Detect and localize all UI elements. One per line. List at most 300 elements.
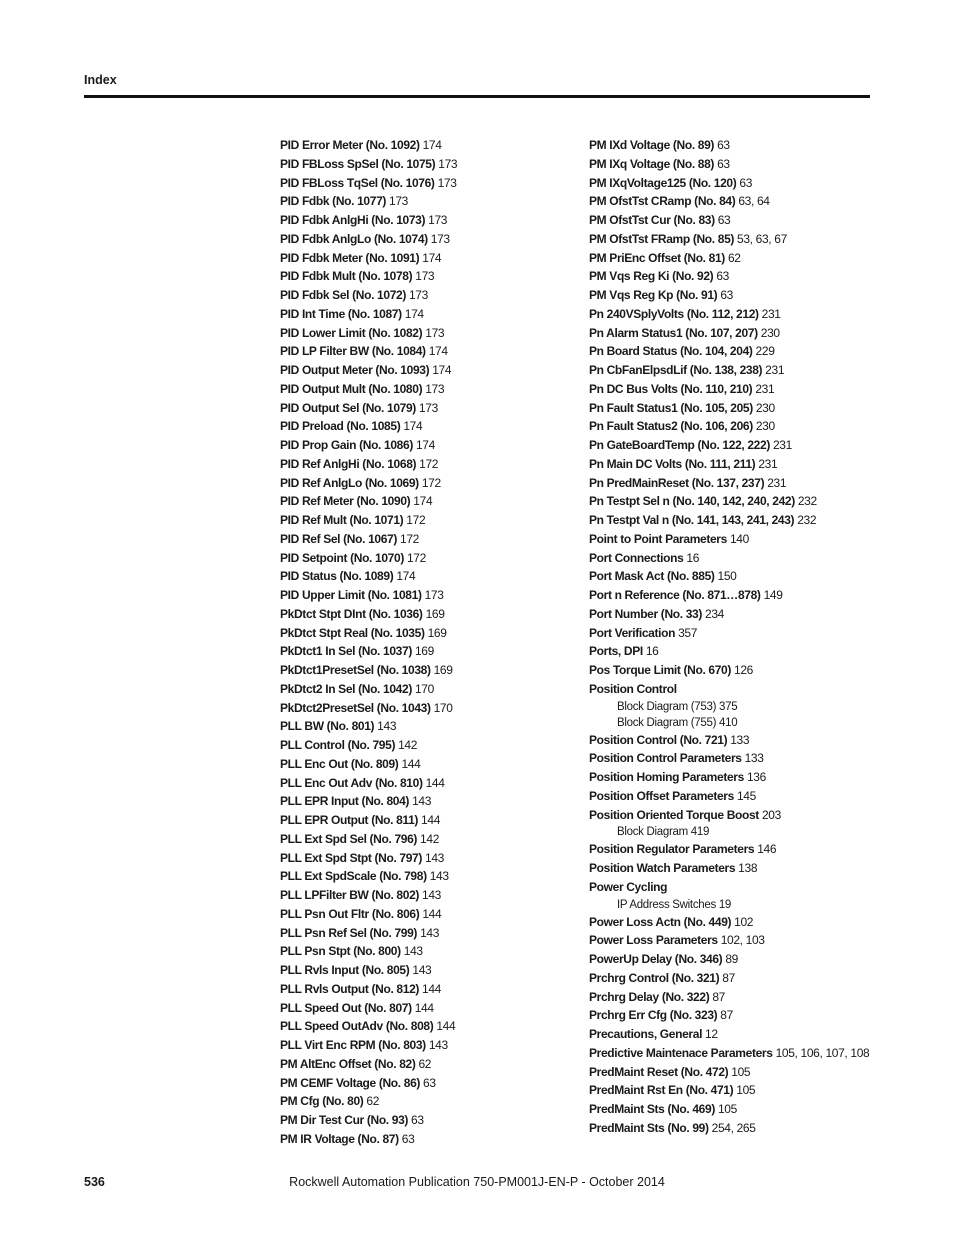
index-entry (280, 455, 580, 474)
index-term: PID Int Time (No. 1087) (280, 306, 402, 321)
index-entry (589, 680, 889, 699)
index-term: PM AltEnc Offset (No. 82) (280, 1056, 416, 1071)
index-entry (589, 1100, 889, 1119)
index-page-refs: 173 (425, 381, 445, 396)
index-page-refs: 144 (414, 1000, 434, 1015)
index-term: Position Watch Parameters (589, 861, 736, 875)
index-page-refs: 133 (730, 732, 750, 747)
index-page-refs: 105 (717, 1102, 737, 1116)
index-entry (280, 549, 580, 568)
index-page-refs: 231 (761, 306, 781, 321)
index-term: PM OfstTst FRamp (No. 85) (589, 231, 735, 246)
index-page-refs: 146 (757, 842, 777, 857)
index-page-refs: 150 (717, 569, 737, 584)
index-term: PLL Enc Out Adv (No. 810) (280, 775, 423, 790)
index-term: PLL EPR Output (No. 811) (280, 813, 419, 827)
index-term: PID Ref Meter (No. 1090) (280, 494, 411, 509)
index-term: PM IXq Voltage (No. 88) (589, 156, 715, 171)
index-page-refs: 230 (755, 419, 775, 434)
index-entry (589, 859, 889, 878)
index-page-refs: 174 (396, 569, 416, 584)
index-entry (589, 436, 889, 455)
index-page-refs: 89 (725, 952, 738, 966)
index-term: PredMaint Reset (No. 472) (589, 1064, 729, 1079)
index-page-refs: 173 (437, 175, 457, 190)
index-term: PredMaint Sts (No. 469) (589, 1102, 715, 1116)
index-term: PredMaint Sts (No. 99) (589, 1120, 709, 1135)
index-term: PM IXd Voltage (No. 89) (589, 138, 715, 152)
index-term: Port n Reference (No. 871…878) (589, 588, 761, 602)
index-page-refs: 105, 106, 107, 108 (775, 1045, 870, 1060)
index-entry (589, 249, 889, 268)
index-entry (589, 342, 889, 361)
index-entry (589, 878, 889, 897)
index-page-refs: 140 (729, 531, 749, 546)
index-page-refs: 172 (406, 513, 426, 527)
index-entry (589, 969, 889, 988)
index-term: PID Setpoint (No. 1070) (280, 550, 404, 565)
index-entry (589, 731, 889, 750)
index-term: PkDtct2PresetSel (No. 1043) (280, 700, 431, 715)
index-term: PLL EPR Input (No. 804) (280, 794, 410, 809)
index-page-refs: 172 (421, 475, 441, 490)
index-page-refs: 143 (420, 925, 440, 940)
index-entry (589, 230, 889, 249)
index-page-refs: 231 (772, 438, 792, 452)
index-page-refs: 53, 63, 67 (737, 231, 787, 246)
index-page-refs: 170 (433, 700, 453, 715)
index-page-refs: 133 (744, 751, 764, 766)
index-entry (589, 380, 889, 399)
index-term: Position Offset Parameters (589, 788, 734, 803)
index-entry (589, 549, 889, 568)
index-term: Port Verification (589, 625, 676, 640)
index-term: PID Prop Gain (No. 1086) (280, 438, 413, 452)
index-page-refs: 143 (425, 850, 444, 865)
index-entry (280, 905, 580, 924)
index-page-refs: 149 (763, 588, 783, 602)
index-page-refs: 126 (734, 663, 753, 677)
index-page-refs: 143 (412, 794, 432, 809)
index-term: PLL Enc Out (No. 809) (280, 756, 399, 771)
index-entry (280, 136, 580, 155)
index-entry (280, 305, 580, 324)
index-term: Position Control (No. 721) (589, 732, 728, 747)
index-term: PID Ref Sel (No. 1067) (280, 531, 398, 546)
index-page-refs: 173 (425, 325, 445, 340)
index-term: PLL Virt Enc RPM (No. 803) (280, 1038, 426, 1052)
index-term: PID Fdbk AnlgLo (No. 1074) (280, 231, 428, 246)
index-page-refs: 231 (767, 475, 787, 490)
index-term: PLL Speed OutAdv (No. 808) (280, 1019, 434, 1034)
index-entry (280, 211, 580, 230)
index-page-refs: 63 (716, 269, 729, 284)
index-entry (589, 913, 889, 932)
index-term: PkDtct1PresetSel (No. 1038) (280, 663, 431, 677)
index-entry (589, 361, 889, 380)
index-term: PID Upper Limit (No. 1081) (280, 588, 422, 602)
index-page-refs: 16 (645, 644, 659, 659)
index-page-refs: 143 (412, 963, 432, 977)
index-term: PLL BW (No. 801) (280, 719, 375, 734)
index-term: Point to Point Parameters (589, 531, 727, 546)
index-page-refs: 173 (415, 269, 435, 284)
index-term: PID Fdbk (No. 1077) (280, 194, 387, 209)
index-term: Pn Testpt Sel n (No. 140, 142, 240, 242) (589, 494, 795, 509)
index-entry (280, 849, 580, 868)
index-entry (280, 399, 580, 418)
index-entry (589, 174, 889, 193)
index-page-refs: 169 (425, 606, 445, 621)
index-page-refs: 172 (419, 456, 439, 471)
index-column-left (280, 136, 580, 1149)
index-page-refs: 231 (765, 363, 785, 377)
index-entry (280, 530, 580, 549)
index-term: PkDtct Stpt DInt (No. 1036) (280, 606, 423, 621)
index-term: PM OfstTst Cur (No. 83) (589, 213, 715, 227)
index-page-refs: 231 (758, 456, 778, 471)
index-page-refs: 173 (418, 400, 438, 415)
index-page-refs: 144 (401, 756, 421, 771)
index-term: Pn Board Status (No. 104, 204) (589, 344, 753, 359)
index-entry (589, 455, 889, 474)
index-term: PM IXqVoltage125 (No. 120) (589, 175, 737, 190)
index-entry (280, 699, 580, 718)
index-term: Pn Fault Status2 (No. 106, 206) (589, 419, 753, 434)
index-entry (589, 324, 889, 343)
index-page-refs: 63 (717, 156, 730, 171)
index-entry (589, 286, 889, 305)
index-column-right (589, 136, 889, 1138)
section-title: Index (84, 73, 117, 87)
index-entry (589, 1063, 889, 1082)
index-term: PLL Ext SpdScale (No. 798) (280, 869, 427, 884)
index-page-refs: 145 (736, 788, 756, 803)
index-entry (589, 624, 889, 643)
index-page-refs: 173 (430, 231, 450, 246)
index-page-refs: 169 (414, 644, 434, 659)
index-term: Pn DC Bus Volts (No. 110, 210) (589, 381, 753, 396)
index-page-refs: 144 (422, 981, 442, 996)
index-page-refs: 230 (755, 400, 775, 415)
index-entry (280, 1036, 580, 1055)
index-page-refs: 87 (712, 989, 725, 1004)
index-term: Position Oriented Torque Boost (589, 807, 759, 822)
index-term: PM Cfg (No. 80) (280, 1094, 364, 1109)
index-page-refs: 174 (422, 138, 442, 152)
index-page-refs: 234 (705, 606, 724, 621)
index-page-refs: 254, 265 (711, 1120, 756, 1135)
index-entry (280, 1092, 580, 1111)
index-entry (280, 717, 580, 736)
index-entry (280, 267, 580, 286)
index-term: Power Loss Parameters (589, 933, 718, 948)
index-entry (589, 661, 889, 680)
index-page-refs: 142 (420, 831, 440, 846)
index-entry (280, 436, 580, 455)
index-entry (280, 474, 580, 493)
index-entry (280, 755, 580, 774)
index-entry (589, 192, 889, 211)
index-entry (280, 1130, 580, 1149)
page-number: 536 (84, 1175, 105, 1189)
index-term: Pn CbFanElpsdLif (No. 138, 238) (589, 363, 763, 377)
index-page-refs: 174 (413, 494, 433, 509)
index-page-refs: 143 (428, 1038, 448, 1052)
index-entry (589, 474, 889, 493)
index-entry (280, 961, 580, 980)
index-page-refs: 62 (366, 1094, 380, 1109)
index-entry (280, 774, 580, 793)
index-page-refs: 174 (404, 306, 424, 321)
index-page-refs: 136 (746, 770, 766, 784)
index-term: Pos Torque Limit (No. 670) (589, 663, 732, 677)
index-term: Prchrg Delay (No. 322) (589, 989, 710, 1004)
index-page-refs: 102, 103 (720, 933, 765, 948)
index-term: PID Fdbk Mult (No. 1078) (280, 269, 413, 284)
index-term: PID Output Mult (No. 1080) (280, 381, 423, 396)
index-entry (280, 361, 580, 380)
index-term: PLL Speed Out (No. 807) (280, 1000, 412, 1015)
index-entry (280, 830, 580, 849)
index-entry (589, 787, 889, 806)
index-entry (589, 586, 889, 605)
index-page-refs: 169 (433, 663, 453, 677)
index-term: PM Vqs Reg Kp (No. 91) (589, 288, 718, 302)
index-page-refs: 231 (755, 381, 775, 396)
index-entry (280, 661, 580, 680)
index-subentry: Block Diagram (753) 375 (617, 700, 738, 713)
index-term: Pn Fault Status1 (No. 105, 205) (589, 400, 753, 415)
index-term: PkDtct2 In Sel (No. 1042) (280, 681, 412, 696)
index-term: PM IR Voltage (No. 87) (280, 1131, 399, 1146)
index-page-refs: 138 (738, 861, 758, 875)
index-entry (589, 605, 889, 624)
index-term: Pn 240VSplyVolts (No. 112, 212) (589, 306, 759, 321)
index-entry (280, 155, 580, 174)
index-entry (589, 1025, 889, 1044)
index-page-refs: 357 (678, 625, 698, 640)
index-entry (589, 567, 889, 586)
index-page-refs: 63 (401, 1131, 415, 1146)
index-entry (589, 511, 889, 530)
index-page-refs: 143 (422, 888, 442, 902)
index-entry (589, 806, 889, 825)
index-page-refs: 63, 64 (738, 194, 770, 209)
index-entry (589, 1081, 889, 1100)
index-term: PID Error Meter (No. 1092) (280, 138, 420, 152)
index-term: PLL Ext Spd Sel (No. 796) (280, 831, 418, 846)
index-entry (280, 1017, 580, 1036)
index-term: PM OfstTst CRamp (No. 84) (589, 194, 736, 209)
index-term: PID Output Sel (No. 1079) (280, 400, 416, 415)
index-term: Position Control Parameters (589, 751, 742, 766)
index-entry (280, 680, 580, 699)
index-page-refs: 172 (400, 531, 419, 546)
index-page-refs: 87 (722, 970, 735, 985)
index-term: PID FBLoss TqSel (No. 1076) (280, 175, 435, 190)
index-page-refs: 174 (415, 438, 435, 452)
index-term: Ports, DPI (589, 644, 643, 659)
index-entry (589, 305, 889, 324)
index-subentry: Block Diagram 419 (617, 826, 710, 839)
index-page-refs: 87 (720, 1008, 733, 1023)
index-page-refs: 174 (432, 363, 452, 377)
index-entry (589, 211, 889, 230)
index-entry (280, 230, 580, 249)
index-term: Precautions, General (589, 1027, 703, 1041)
index-term: Position Control (589, 681, 677, 696)
index-term: Pn Testpt Val n (No. 141, 143, 241, 243) (589, 513, 795, 527)
index-page-refs: 229 (755, 344, 775, 359)
index-page-refs: 143 (377, 719, 397, 734)
index-page-refs: 63 (423, 1075, 436, 1090)
index-page-refs: 173 (428, 213, 448, 227)
index-entry (280, 942, 580, 961)
index-page-refs: 63 (720, 288, 733, 302)
index-entry (280, 492, 580, 511)
index-entry (280, 980, 580, 999)
index-term: PkDtct1 In Sel (No. 1037) (280, 644, 412, 659)
index-page-refs: 232 (797, 494, 817, 509)
index-entry (280, 417, 580, 436)
index-page-refs: 173 (389, 194, 409, 209)
index-entry (280, 1074, 580, 1093)
index-page-refs: 143 (403, 944, 423, 959)
index-page-refs: 173 (408, 288, 428, 302)
index-entry (589, 642, 889, 661)
index-entry (280, 1111, 580, 1130)
index-term: PLL Rvls Output (No. 812) (280, 981, 420, 996)
index-page-refs: 62 (418, 1056, 432, 1071)
index-term: Port Connections (589, 550, 684, 565)
publication-info: Rockwell Automation Publication 750-PM001J-EN-P - October 2014 (289, 1175, 665, 1189)
index-page-refs: 16 (686, 550, 700, 565)
index-page-refs: 63 (717, 138, 730, 152)
index-page-refs: 62 (727, 250, 741, 265)
index-page-refs: 173 (424, 588, 444, 602)
index-entry (589, 931, 889, 950)
index-term: PM Vqs Reg Ki (No. 92) (589, 269, 714, 284)
index-entry (280, 586, 580, 605)
index-term: Port Number (No. 33) (589, 606, 703, 621)
index-entry (280, 605, 580, 624)
index-term: PID Output Meter (No. 1093) (280, 363, 430, 377)
index-page-refs: 102 (734, 914, 754, 929)
index-entry (280, 624, 580, 643)
index-entry (589, 840, 889, 859)
index-term: PID FBLoss SpSel (No. 1075) (280, 156, 436, 171)
index-term: Power Cycling (589, 879, 668, 894)
index-term: PID Status (No. 1089) (280, 569, 394, 584)
index-page-refs: 143 (429, 869, 449, 884)
index-entry (280, 249, 580, 268)
index-entry (589, 1006, 889, 1025)
index-entry (589, 950, 889, 969)
index-page-refs: 170 (414, 681, 434, 696)
index-page-refs: 174 (422, 250, 442, 265)
index-page-refs: 63 (739, 175, 753, 190)
index-entry (589, 417, 889, 436)
index-page-refs: 174 (403, 419, 423, 434)
index-page-refs: 105 (731, 1064, 751, 1079)
index-term: PM CEMF Voltage (No. 86) (280, 1075, 421, 1090)
index-page-refs: 144 (425, 775, 445, 790)
index-term: PLL Ext Spd Stpt (No. 797) (280, 850, 423, 865)
index-entry (589, 136, 889, 155)
index-subentry: IP Address Switches 19 (617, 898, 732, 911)
index-entry (280, 511, 580, 530)
index-page-refs: 203 (761, 807, 781, 822)
index-page-refs: 172 (406, 550, 426, 565)
index-entry (280, 324, 580, 343)
index-term: PLL Rvls Input (No. 805) (280, 963, 410, 977)
index-page-refs: 63 (717, 213, 731, 227)
index-term: Position Homing Parameters (589, 770, 744, 784)
index-term: PM Dir Test Cur (No. 93) (280, 1113, 409, 1127)
index-term: PID Preload (No. 1085) (280, 419, 401, 434)
index-entry (589, 768, 889, 787)
index-entry (280, 380, 580, 399)
index-entry (280, 567, 580, 586)
index-entry (589, 530, 889, 549)
index-entry (589, 749, 889, 768)
index-term: PID Ref AnlgLo (No. 1069) (280, 475, 419, 490)
index-term: PID LP Filter BW (No. 1084) (280, 344, 426, 359)
index-entry (280, 286, 580, 305)
index-page-refs: 169 (427, 625, 447, 640)
index-entry (280, 736, 580, 755)
index-entry (589, 399, 889, 418)
index-term: PkDtct Stpt Real (No. 1035) (280, 625, 425, 640)
index-entry (280, 192, 580, 211)
index-subentry: Block Diagram (755) 410 (617, 716, 738, 729)
index-page-refs: 144 (421, 813, 441, 827)
index-term: Prchrg Control (No. 321) (589, 970, 720, 985)
index-term: PLL Psn Ref Sel (No. 799) (280, 925, 418, 940)
index-entry (280, 999, 580, 1018)
index-term: PLL Psn Out Fltr (No. 806) (280, 906, 420, 921)
index-page-refs: 173 (438, 156, 458, 171)
index-term: PID Lower Limit (No. 1082) (280, 325, 423, 340)
index-entry (280, 174, 580, 193)
index-term: PredMaint Rst En (No. 471) (589, 1083, 734, 1098)
index-entry (280, 1055, 580, 1074)
index-term: PLL Control (No. 795) (280, 738, 396, 752)
index-term: PLL LPFilter BW (No. 802) (280, 888, 420, 902)
index-term: PID Fdbk Meter (No. 1091) (280, 250, 420, 265)
index-entry (280, 886, 580, 905)
index-term: Predictive Maintenace Parameters (589, 1045, 773, 1060)
index-entry (589, 492, 889, 511)
index-page-refs: 232 (797, 513, 817, 527)
index-term: PM PriEnc Offset (No. 81) (589, 250, 725, 265)
index-page-refs: 144 (422, 906, 442, 921)
index-entry (589, 155, 889, 174)
index-term: Power Loss Actn (No. 449) (589, 914, 732, 929)
index-term: PID Ref AnlgHi (No. 1068) (280, 456, 417, 471)
index-term: PID Fdbk AnlgHi (No. 1073) (280, 213, 426, 227)
index-entry (589, 1044, 889, 1063)
index-page-refs: 105 (736, 1083, 756, 1098)
index-term: PowerUp Delay (No. 346) (589, 952, 723, 966)
index-entry (280, 342, 580, 361)
index-entry (589, 267, 889, 286)
index-term: PID Ref Mult (No. 1071) (280, 513, 404, 527)
index-term: Pn PredMainReset (No. 137, 237) (589, 475, 765, 490)
index-term: Pn Main DC Volts (No. 111, 211) (589, 456, 756, 471)
index-entry (280, 867, 580, 886)
